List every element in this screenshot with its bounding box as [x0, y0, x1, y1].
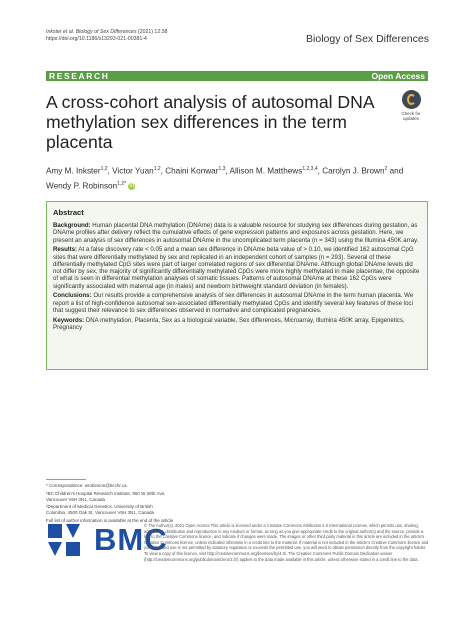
- correspondence-email[interactable]: * Correspondence: wrobinson@bcchr.ca: [46, 483, 127, 488]
- author-affiliation-marker: 1,3: [218, 166, 226, 172]
- license-statement: © The Author(s). 2021 Open Access This article is licensed under a Creative Commons Attribution 4.0 International License, which permits use, sharing, adaptation, distribution and reproduction in any medium or format, as long as you give appropriate credit to the original author(s) and the source, provide a link to the Creative Commons licence, and indicate if changes were made. The images or other third party material in this article are included in the article's Creative Commons licence, unless indicated otherwise in a credit line to the material. If material is not included in the article's Creative Commons licence and your intended use is not permitted by statutory regulation or exceeds the permitted use, you will need to obtain permission directly from the copyright holder. To view a copy of this licence, visit http://creativecommons.org/licenses/by/4.0/. The Creative Commons Public Domain Dedication waiver (http://creativecommons.org/publicdomain/zero/1.0/) applies to the data made available in this article, unless otherwise stated in a credit line to the data.: [144, 523, 429, 562]
- affiliation-2: ²Department of Medical Genetics, University of British Columbia, 4500 Oak St, Vancouver V6H 3N1, Canada: [46, 504, 154, 516]
- header-citation: Inkster et al. Biology of Sex Differences: [46, 29, 137, 35]
- author-affiliation-marker: 1,2: [100, 166, 108, 172]
- abstract-heading: Abstract: [53, 208, 84, 217]
- author-separator: and: [387, 166, 404, 176]
- header-year-pages: (2021) 12:38: [138, 29, 168, 35]
- header-doi[interactable]: https://doi.org/10.1186/s13293-021-00381-4: [46, 36, 147, 42]
- article-type-label: RESEARCH: [49, 71, 110, 81]
- orcid-icon[interactable]: iD: [129, 182, 135, 189]
- journal-name: Biology of Sex Differences: [306, 33, 429, 45]
- open-access-label: Open Access: [371, 71, 425, 81]
- footnote-rule: [46, 479, 86, 480]
- check-for-updates-icon: [402, 90, 421, 109]
- author-affiliation-marker: 1,2,3,4: [302, 166, 318, 172]
- abstract-background: Background: Human placental DNA methylation (DNAme) data is a valuable resource for studying sex differences during gestation, as DNAme profiles after delivery reflect the cumulative effects of gene expression patterns and exposures across gestation. Here, we present an analysis of sex differences in autosomal DNAme in the uncomplicated term placenta (n = 343) using the Illumina 450K array.: [53, 222, 419, 244]
- article-type-banner: [46, 71, 428, 81]
- abstract-results: Results: At a false discovery rate < 0.05 and a mean sex difference in DNAme beta value of > 0.10, we identified 162 autosomal CpG sites that were differentially methylated by sex and replicated in an independent cohort of samples (n = 293). Several of these differentially methylated CpG sites were part of larger correlated regions of sex differential DNAme. Although global DNAme levels did not differ by sex, the majority of significantly differentially methylated CpGs were more highly methylated in male placentae, the opposite of what is seen in differential methylation analyses of somatic tissues. Patterns of autosomal DNAme at these 162 CpGs were significantly associated with maternal age (in males) and newborn birthweight standard deviation (in females).: [53, 246, 420, 290]
- abstract-conclusions: Conclusions: Our results provide a comprehensive analysis of sex differences in autosomal DNAme in the term human placenta. We report a list of high-confidence autosomal sex-associated differentially methylated CpGs and identify several key features of these loci that suggest their relevance to sex differences observed in normative and complicated pregnancies.: [53, 292, 414, 315]
- author-name[interactable]: Allison M. Matthews: [229, 166, 303, 176]
- author-affiliation-marker: 1,2*: [117, 180, 127, 187]
- author-separator: ,: [107, 166, 113, 176]
- author-list: [46, 163, 426, 192]
- article-title: A cross-cohort analysis of autosomal DNA methylation sex differences in the term placenta: [46, 92, 374, 152]
- author-name[interactable]: Wendy P. Robinson: [46, 181, 118, 191]
- author-affiliation-marker: 2: [384, 166, 388, 172]
- author-separator: ,: [317, 166, 323, 176]
- bmc-logo-text: BMC: [94, 522, 168, 557]
- check-for-updates-badge[interactable]: [394, 90, 428, 126]
- correspondence-block: [46, 479, 174, 526]
- author-separator: ,: [160, 166, 166, 176]
- author-name[interactable]: Amy M. Inkster: [46, 166, 101, 176]
- author-separator: ,: [225, 166, 230, 176]
- abstract-keywords: Keywords: DNA methylation, Placenta, Sex as a biological variable, Sex differences, Microarray, Illumina 450K array, Epigenetics, Pregnancy: [53, 316, 405, 332]
- badge-label: Check for updates: [401, 111, 421, 121]
- author-affiliation-marker: 1,2: [153, 166, 161, 172]
- running-header: [46, 29, 167, 43]
- abstract-body: [53, 222, 421, 334]
- author-name[interactable]: Chaini Konwar: [165, 166, 219, 176]
- author-info-note: Full list of author information is available at the end of the article: [46, 517, 174, 523]
- abstract-box: [46, 201, 428, 370]
- affiliation-1: ¹BC Children's Hospital Research Institute, 950 W 28th Ave, Vancouver V6H 3N1, Canada: [46, 490, 166, 502]
- author-name[interactable]: Victor Yuan: [112, 166, 154, 176]
- bmc-logo-mark-icon: [46, 522, 90, 562]
- author-name[interactable]: Carolyn J. Brown: [322, 166, 385, 176]
